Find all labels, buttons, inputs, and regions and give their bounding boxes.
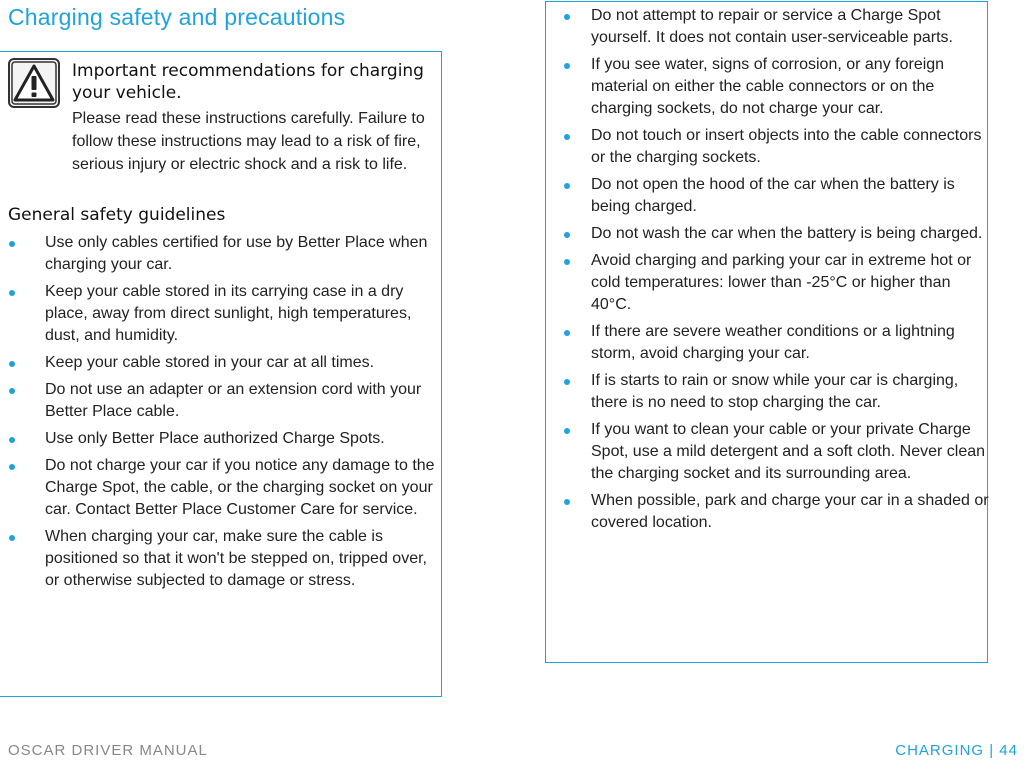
footer-manual-title: OSCAR DRIVER MANUAL	[8, 742, 208, 759]
list-item: Do not touch or insert objects into the cable connectors or the charging sockets.	[546, 125, 989, 169]
footer-page-number: CHARGING | 44	[895, 742, 1018, 759]
list-item: Use only Better Place authorized Charge Spots.	[0, 428, 440, 450]
bullet-dot-icon	[564, 379, 570, 385]
warning-body: Please read these instructions carefully. Failure to follow these instructions may lead to a risk of fire, serious injury or electric shock and a risk to life.	[72, 110, 425, 173]
bullet-dot-icon	[564, 259, 570, 265]
list-item: If you want to clean your cable or your private Charge Spot, use a mild detergent and a soft cloth. Never clean the charging socket and its surrounding area.	[546, 419, 989, 485]
bullet-dot-icon	[564, 63, 570, 69]
safety-box-left	[0, 51, 442, 697]
list-item: If is starts to rain or snow while your car is charging, there is no need to stop charging the car.	[546, 370, 989, 414]
bullet-dot-icon	[564, 14, 570, 20]
continued-guidelines-list	[546, 5, 989, 539]
bullet-dot-icon	[564, 134, 570, 140]
list-item: Use only cables certified for use by Better Place when charging your car.	[0, 232, 440, 276]
bullet-dot-icon	[9, 290, 15, 296]
bullet-dot-icon	[564, 183, 570, 189]
list-item: Do not use an adapter or an extension cord with your Better Place cable.	[0, 379, 440, 423]
page-title: Charging safety and precautions	[8, 4, 346, 30]
list-item: When charging your car, make sure the cable is positioned so that it won't be stepped on, tripped over, or otherwise subjected to damage or stress.	[0, 526, 440, 592]
bullet-dot-icon	[564, 499, 570, 505]
bullet-dot-icon	[9, 464, 15, 470]
bullet-dot-icon	[564, 330, 570, 336]
safety-box-right	[545, 1, 988, 663]
warning-triangle-icon	[8, 58, 60, 108]
list-item: Keep your cable stored in its carrying case in a dry place, away from direct sunlight, high temperatures, dust, and humidity.	[0, 281, 440, 347]
warning-title: Important recommendations for charging your vehicle.	[72, 61, 424, 103]
list-item: Do not open the hood of the car when the battery is being charged.	[546, 174, 989, 218]
list-item: If you see water, signs of corrosion, or any foreign material on either the cable connectors or on the charging sockets, do not charge your car.	[546, 54, 989, 120]
bullet-dot-icon	[9, 241, 15, 247]
bullet-dot-icon	[9, 535, 15, 541]
bullet-dot-icon	[9, 437, 15, 443]
bullet-dot-icon	[9, 361, 15, 367]
bullet-dot-icon	[9, 388, 15, 394]
section-heading: General safety guidelines	[8, 205, 226, 225]
general-guidelines-list	[0, 232, 440, 597]
list-item: Do not wash the car when the battery is being charged.	[546, 223, 989, 245]
bullet-dot-icon	[564, 232, 570, 238]
list-item: Keep your cable stored in your car at all times.	[0, 352, 440, 374]
list-item: Avoid charging and parking your car in extreme hot or cold temperatures: lower than -25°C or higher than 40°C.	[546, 250, 989, 316]
list-item: When possible, park and charge your car in a shaded or covered location.	[546, 490, 989, 534]
bullet-dot-icon	[564, 428, 570, 434]
list-item: Do not attempt to repair or service a Charge Spot yourself. It does not contain user-serviceable parts.	[546, 5, 989, 49]
list-item: If there are severe weather conditions or a lightning storm, avoid charging your car.	[546, 321, 989, 365]
list-item: Do not charge your car if you notice any damage to the Charge Spot, the cable, or the charging socket on your car. Contact Better Place Customer Care for service.	[0, 455, 440, 521]
